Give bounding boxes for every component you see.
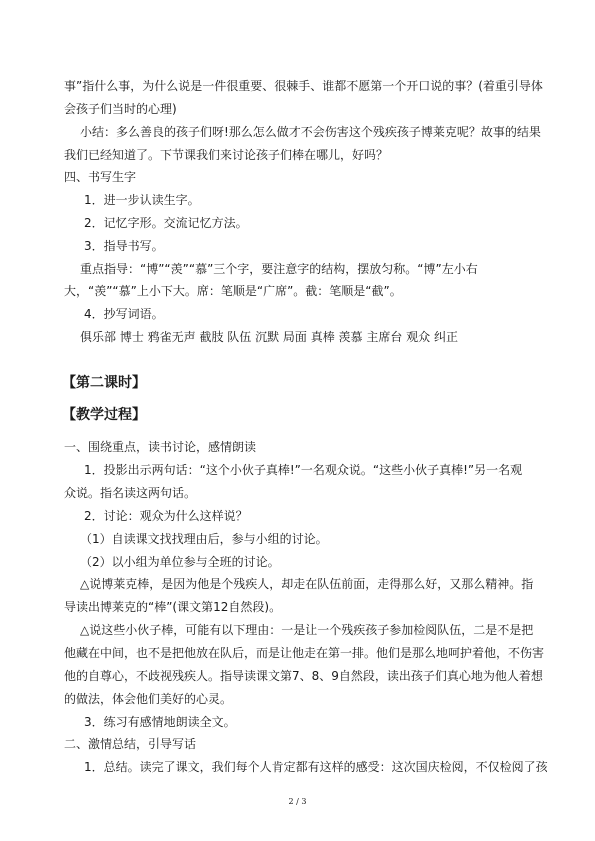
list-item: 2．讨论：观众为什么这样说？ (84, 509, 248, 523)
point-line: 他的自尊心，不歧视残疾人。指导读课文第7、8、9自然段，读出孩子们真心地为他人着想 (64, 669, 543, 683)
list-item: 3．练习有感情地朗读全文。 (84, 715, 236, 729)
list-item: 1．投影出示两句话：“这个小伙子真棒!”一名观众说。“这些小伙子真棒!”另一名观 (84, 463, 523, 477)
point-line: 他藏在中间，也不是把他放在队后，而是让他走在第一排。他们是那么地呵护着他，不伤害 (64, 646, 545, 660)
text-line: 事”指什么事，为什么说是一件很重要、很棘手、谁都不愿第一个开口说的事？(着重引导体 (64, 79, 543, 93)
word-list: 俱乐部 博士 鸦雀无声 截肢 队伍 沉默 局面 真棒 羡慕 主席台 观众 纠正 (80, 330, 458, 344)
focus-line: 重点指导：“博”“羡”“慕”三个字，要注意字的结构，摆放匀称。“博”左小右 (80, 262, 478, 276)
text-line: 会孩子们当时的心理) (64, 102, 177, 116)
text-line: 众说。指名读这两句话。 (64, 486, 197, 500)
point-line: △说博莱克棒，是因为他是个残疾人，却走在队伍前面，走得那么好，又那么精神。指 (80, 577, 534, 591)
point-line: 导读出博莱克的“棒”(课文第12自然段)。 (64, 600, 282, 614)
period-heading: 【第二课时】 (62, 375, 146, 391)
summary-line: 我们已经知道了。下节课我们来讨论孩子们棒在哪儿，好吗？ (64, 148, 389, 162)
sub-item: （1）自读课文找找理由后，参与小组的讨论。 (80, 532, 328, 546)
sub-item: （2）以小组为单位参与全班的讨论。 (80, 555, 280, 569)
summary-line: 小结：多么善良的孩子们呀!那么怎么做才不会伤害这个残疾孩子博莱克呢？故事的结果 (80, 125, 541, 139)
section-title: 一、围绕重点，读书讨论，感情朗读 (64, 440, 257, 454)
list-item: 1．进一步认读生字。 (84, 193, 200, 207)
page-number: 2 / 3 (288, 797, 307, 806)
section-title: 二、激情总结，引导写话 (64, 737, 197, 751)
list-item: 3．指导书写。 (84, 239, 164, 253)
list-item: 4．抄写词语。 (84, 307, 164, 321)
list-item: 2．记忆字形。交流记忆方法。 (84, 216, 248, 230)
point-line: △说这些小伙子棒，可能有以下理由：一是让一个残疾孩子参加检阅队伍，二是不是把 (80, 623, 534, 637)
section-title: 四、书写生字 (64, 170, 137, 184)
list-item: 1．总结。读完了课文，我们每个人肯定都有这样的感受：这次国庆检阅，不仅检阅了孩 (84, 760, 548, 774)
focus-line: 大，“羡”“慕”上小下大。席：笔顺是“广席”。截：笔顺是“截”。 (64, 284, 402, 298)
point-line: 的做法，体会他们美好的心灵。 (64, 692, 233, 706)
process-heading: 【教学过程】 (62, 407, 146, 423)
